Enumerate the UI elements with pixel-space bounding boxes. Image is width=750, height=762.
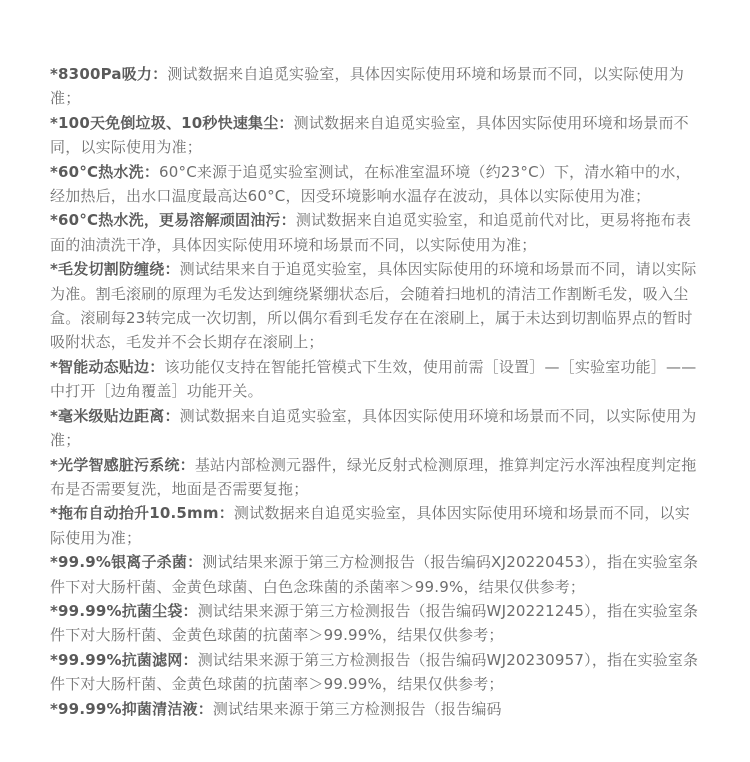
- note-text: 测试数据来自追觅实验室，和追觅前代对比，更易将拖布表面的油渍洗干净，具体因实际使用环境和场景而不同，以实际使用为准；: [50, 211, 692, 254]
- note-text: 60°C来源于追觅实验室测试，在标准室温环境（约23°C）下，清水箱中的水，经加热后，出水口温度最高达60°C，因受环境影响水温存在波动，具体以实际使用为准；: [50, 162, 691, 206]
- note-item: [50, 501, 700, 550]
- note-text: 该功能仅支持在智能托管模式下生效，使用前需［设置］—［实验室功能］——中打开［边角覆盖］功能开关。: [50, 357, 697, 401]
- note-item: [50, 355, 700, 404]
- note-text: 测试结果来源于第三方检测报告（报告编码WJ20230957），指在实验室条件下对大肠杆菌、金黄色球菌的抗菌率＞99.99%，结果仅供参考；: [50, 650, 699, 694]
- note-key: *99.99%抗菌尘袋：: [50, 601, 198, 620]
- note-item: [50, 160, 700, 209]
- note-key: *100天免倒垃圾、10秒快速集尘：: [50, 113, 294, 132]
- note-item: [50, 257, 700, 355]
- note-key: *毫米级贴边距离：: [50, 406, 180, 425]
- note-key: *99.99%抗菌滤网：: [50, 650, 198, 669]
- note-item: [50, 208, 700, 257]
- note-item: [50, 599, 700, 648]
- note-text: 测试数据来自追觅实验室，具体因实际使用环境和场景而不同，以实际使用为准；: [50, 65, 685, 108]
- note-item: [50, 550, 700, 599]
- note-text: 测试结果来源于第三方检测报告（报告编码WJ20221245），指在实验室条件下对大肠杆菌、金黄色球菌的抗菌率＞99.99%，结果仅供参考；: [50, 601, 699, 645]
- note-key: *拖布自动抬升10.5mm：: [50, 504, 234, 523]
- note-key: *60°C热水洗：: [50, 162, 160, 181]
- note-key: *99.9%银离子杀菌：: [50, 553, 203, 572]
- note-text: 测试结果来源于第三方检测报告（报告编码: [212, 699, 502, 718]
- note-item: [50, 111, 700, 160]
- note-key: *光学智感脏污系统：: [50, 455, 195, 474]
- note-key: *智能动态贴边：: [50, 357, 165, 376]
- note-text: 测试数据来自追觅实验室，具体因实际使用环境和场景而不同，以实际使用为准；: [50, 113, 689, 157]
- note-text: 测试结果来源于第三方检测报告（报告编码XJ20220453），指在实验室条件下对大肠杆菌、金黄色球菌、白色念珠菌的杀菌率＞99.9%，结果仅供参考；: [50, 553, 699, 596]
- note-item: [50, 648, 700, 697]
- note-text: 测试数据来自追觅实验室，具体因实际使用环境和场景而不同，以实际使用为准；: [50, 406, 697, 450]
- note-key: *99.99%抑菌清洁液：: [50, 699, 213, 718]
- note-text: 测试结果来自于追觅实验室，具体因实际使用的环境和场景而不同，请以实际为准。割毛滚刷的原理为毛发达到缠绕紧绷状态后，会随着扫地机的清洁工作割断毛发，吸入尘盒。滚刷每23转完成一次切割，所以偶尔看到毛发存在在滚刷上，属于未达到切割临界点的暂时吸附状态，毛发并不会长期存在滚刷上；: [50, 260, 697, 352]
- note-item: [50, 697, 700, 721]
- note-item: [50, 62, 700, 111]
- note-item: [50, 453, 700, 502]
- note-key: *毛发切割防缠绕：: [50, 260, 180, 279]
- note-key: *60°C热水洗，更易溶解顽固油污：: [50, 211, 296, 230]
- note-key: *8300Pa吸力：: [50, 65, 168, 83]
- note-item: [50, 404, 700, 453]
- note-text: 基站内部检测元器件，绿光反射式检测原理，推算判定污水浑浊程度判定拖布是否需要复洗，地面是否需要复拖；: [50, 455, 697, 498]
- note-text: 测试数据来自追觅实验室，具体因实际使用环境和场景而不同，以实际使用为准；: [50, 504, 690, 547]
